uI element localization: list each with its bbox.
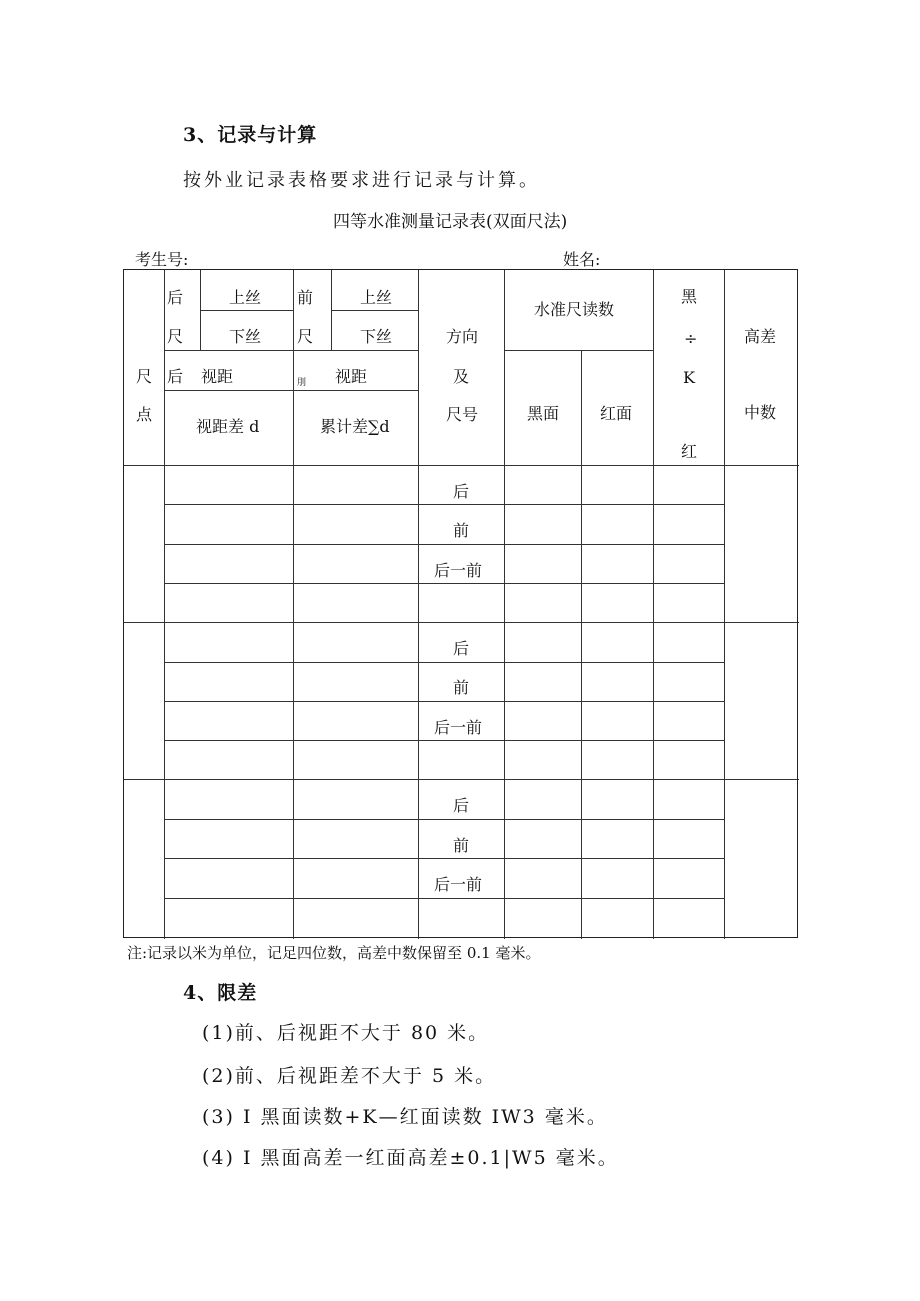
row-label-front: 前 [453,521,470,540]
examinee-name-label: 姓名: [563,250,601,269]
header-direction-1: 方向 [446,327,479,346]
section-4-heading: 4、限差 [183,982,258,1004]
row-label-back-minus-front: 后一前 [434,718,483,737]
header-back-upper-wire: 上丝 [229,288,262,307]
header-back-staff-2: 尺 [167,327,184,346]
header-station-1: 尺 [136,367,153,386]
header-front-dist-prefix: 刖 [297,378,307,388]
header-direction-2: 及 [453,367,470,386]
header-station-2: 点 [136,405,153,424]
tolerance-item-1: (1)前、后视距不大于 80 米。 [202,1022,490,1044]
header-back-dist-prefix: 后 [167,367,184,386]
row-label-back-minus-front: 后一前 [434,875,483,894]
examinee-number-label: 考生号: [135,250,189,269]
table-note: 注:记录以米为单位，记足四位数，高差中数保留至 0.1 毫米。 [127,944,541,962]
header-back-staff-1: 后 [167,288,184,307]
header-cumulative-difference: 累计差∑d [320,417,390,436]
header-k-3: K [683,368,695,387]
row-label-front: 前 [453,678,470,697]
tolerance-item-4: (4) I 黑面高差一红面高差±0.1|W5 毫米。 [202,1147,619,1169]
header-front-lower-wire: 下丝 [360,327,393,346]
tolerance-item-2: (2)前、后视距差不大于 5 米。 [202,1065,497,1087]
row-label-back: 后 [453,796,470,815]
header-staff-reading: 水准尺读数 [534,300,615,319]
header-k-4: 红 [681,442,698,461]
section-3-instruction: 按外业记录表格要求进行记录与计算。 [183,170,540,191]
header-front-upper-wire: 上丝 [360,288,393,307]
header-black-face: 黑面 [527,404,560,423]
row-label-back: 后 [453,639,470,658]
header-k-2: ÷ [684,329,698,348]
section-3-heading: 3、记录与计算 [183,124,318,146]
tolerance-item-3: (3) I 黑面读数+K—红面读数 IW3 毫米。 [202,1106,608,1128]
header-back-lower-wire: 下丝 [229,327,262,346]
header-front-staff-1: 前 [297,288,314,307]
header-k-1: 黑 [681,287,698,306]
header-front-staff-2: 尺 [297,327,314,346]
header-distance-difference: 视距差 d [196,417,260,436]
header-mean-2: 中数 [744,403,777,422]
header-front-distance: 视距 [335,367,368,386]
header-back-distance: 视距 [201,367,234,386]
row-label-front: 前 [453,836,470,855]
header-mean-1: 高差 [744,327,777,346]
row-label-back: 后 [453,482,470,501]
row-label-back-minus-front: 后一前 [434,561,483,580]
header-direction-3: 尺号 [446,405,479,424]
header-red-face: 红面 [600,404,633,423]
table-caption: 四等水准测量记录表(双面尺法) [333,212,568,232]
leveling-record-table [123,269,798,938]
